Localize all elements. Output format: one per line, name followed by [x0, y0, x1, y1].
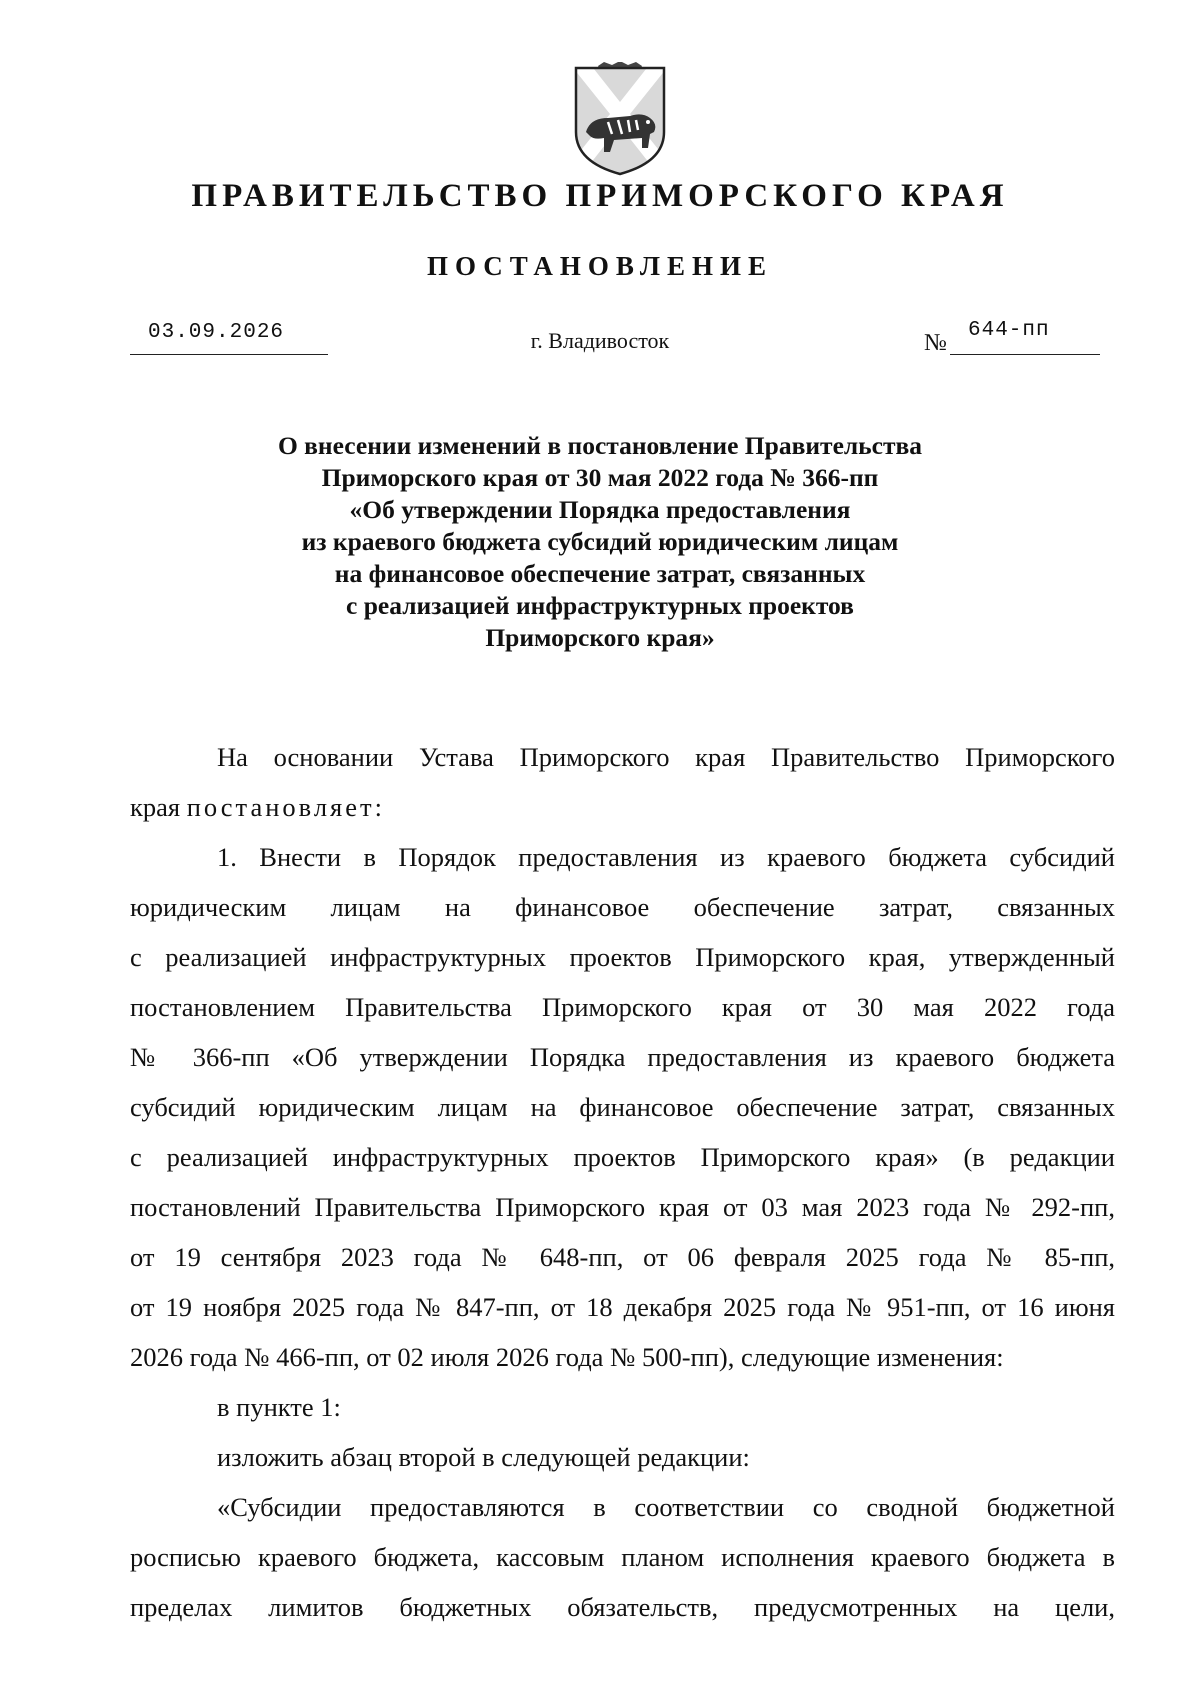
- body-line: 2026 года № 466-пп, от 02 июля 2026 года № 500-пп), следующие изменения:: [130, 1342, 1004, 1372]
- body-line: № 366-пп «Об утверждении Порядка предоставления из краевого бюджета: [130, 1042, 1115, 1072]
- body-line: юридическим лицам на финансовое обеспечение затрат, связанных: [130, 892, 1115, 922]
- subject-line: Приморского края от 30 мая 2022 года № 366-пп: [321, 463, 879, 492]
- subject-line: О внесении изменений в постановление Правительства: [277, 431, 923, 460]
- document-body: [130, 732, 1115, 1632]
- body-line: в пункте 1:: [217, 1392, 341, 1422]
- document-type-title: ПОСТАНОВЛЕНИЕ: [426, 251, 774, 281]
- subject-line: из краевого бюджета субсидий юридическим лицам: [301, 527, 899, 556]
- body-line: [130, 782, 1115, 832]
- government-title: ПРАВИТЕЛЬСТВО ПРИМОРСКОГО КРАЯ: [191, 178, 1009, 214]
- number-sign: №: [924, 330, 947, 356]
- document-place: г. Владивосток: [530, 328, 670, 353]
- body-line: субсидий юридическим лицам на финансовое обеспечение затрат, связанных: [130, 1092, 1115, 1122]
- subject-line: с реализацией инфраструктурных проектов: [346, 591, 854, 620]
- body-line: постановлений Правительства Приморского края от 03 мая 2023 года № 292-пп,: [130, 1192, 1115, 1222]
- body-line: пределах лимитов бюджетных обязательств, предусмотренных на цели,: [130, 1592, 1115, 1622]
- body-line: «Субсидии предоставляются в соответствии со сводной бюджетной: [217, 1492, 1115, 1522]
- subject-line: на финансовое обеспечение затрат, связанных: [334, 559, 866, 588]
- document-number: 644-пп: [968, 319, 1050, 342]
- body-line: от 19 сентября 2023 года № 648-пп, от 06 февраля 2025 года № 85-пп,: [130, 1242, 1115, 1272]
- body-line: с реализацией инфраструктурных проектов Приморского края» (в редакции: [130, 1142, 1115, 1172]
- body-line: изложить абзац второй в следующей редакции:: [217, 1442, 750, 1472]
- document-number-field: [950, 318, 1100, 355]
- subject-line: «Об утверждении Порядка предоставления: [349, 495, 851, 524]
- document-date: 03.09.2026: [148, 321, 285, 344]
- body-line: росписью краевого бюджета, кассовым планом исполнения краевого бюджета в: [130, 1542, 1115, 1572]
- body-line: На основании Устава Приморского края Правительство Приморского: [217, 742, 1115, 772]
- document-subject-heading: [150, 430, 1050, 654]
- resolves-word: постановляет:: [186, 792, 385, 822]
- primorsky-krai-coat-of-arms-icon: [568, 62, 672, 180]
- body-text: края: [130, 792, 181, 822]
- body-line: постановлением Правительства Приморского края от 30 мая 2022 года: [130, 992, 1115, 1022]
- body-line: с реализацией инфраструктурных проектов Приморского края, утвержденный: [130, 942, 1115, 972]
- body-line: 1. Внести в Порядок предоставления из краевого бюджета субсидий: [217, 842, 1115, 872]
- subject-line: Приморского края»: [485, 623, 715, 652]
- body-line: от 19 ноября 2025 года № 847-пп, от 18 декабря 2025 года № 951-пп, от 16 июня: [130, 1292, 1115, 1322]
